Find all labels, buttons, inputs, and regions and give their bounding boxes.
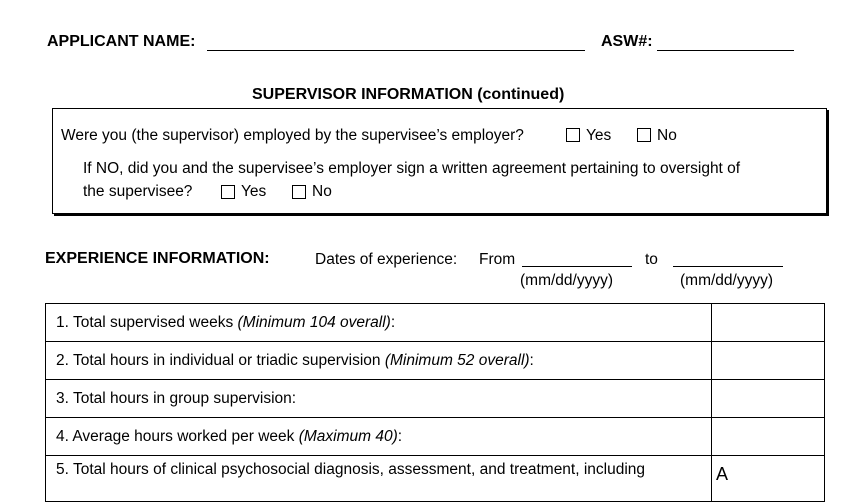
experience-section-title: EXPERIENCE INFORMATION:: [45, 250, 270, 267]
to-date-field[interactable]: [673, 266, 783, 267]
table-row: [46, 342, 825, 380]
total-weeks-value[interactable]: [712, 304, 825, 342]
q1-no-label: No: [657, 127, 677, 144]
row-label: 4. Average hours worked per week (Maximum 40):: [46, 418, 712, 456]
q2-no-checkbox[interactable]: [292, 185, 306, 199]
row-label: 2. Total hours in individual or triadic supervision (Minimum 52 overall):: [46, 342, 712, 380]
table-row: [46, 456, 825, 502]
q2-yes-label: Yes: [241, 183, 267, 200]
agreement-question-line2: the supervisee?: [83, 183, 193, 200]
applicant-name-label: APPLICANT NAME:: [47, 33, 196, 50]
table-row: [46, 380, 825, 418]
employed-question: Were you (the supervisor) employed by the supervisee’s employer?: [61, 127, 524, 144]
from-date-format: (mm/dd/yyyy): [520, 272, 613, 289]
to-date-format: (mm/dd/yyyy): [680, 272, 773, 289]
average-hours-value[interactable]: [712, 418, 825, 456]
row-label: 3. Total hours in group supervision:: [46, 380, 712, 418]
clinical-hours-value[interactable]: A: [712, 456, 825, 502]
q1-yes-checkbox[interactable]: [566, 128, 580, 142]
q2-yes-checkbox[interactable]: [221, 185, 235, 199]
row-label: 5. Total hours of clinical psychosocial diagnosis, assessment, and treatment, including: [46, 456, 712, 502]
supervisor-info-box: [52, 108, 827, 214]
dates-of-experience-label: Dates of experience:: [315, 251, 458, 268]
from-label: From: [479, 251, 516, 268]
table-row: [46, 304, 825, 342]
applicant-name-field[interactable]: [207, 50, 585, 51]
agreement-question-line1: If NO, did you and the supervisee’s employer sign a written agreement pertaining to oversight of: [83, 160, 741, 177]
q1-yes-label: Yes: [586, 127, 612, 144]
from-date-field[interactable]: [522, 266, 632, 267]
q2-no-label: No: [312, 183, 332, 200]
to-label: to: [645, 251, 658, 268]
supervisor-section-title: SUPERVISOR INFORMATION (continued): [252, 86, 565, 103]
row-label: 1. Total supervised weeks (Minimum 104 overall):: [46, 304, 712, 342]
q1-no-checkbox[interactable]: [637, 128, 651, 142]
asw-number-field[interactable]: [657, 50, 794, 51]
group-hours-value[interactable]: [712, 380, 825, 418]
experience-table: [45, 303, 825, 502]
individual-hours-value[interactable]: [712, 342, 825, 380]
asw-number-label: ASW#:: [601, 33, 653, 50]
table-row: [46, 418, 825, 456]
